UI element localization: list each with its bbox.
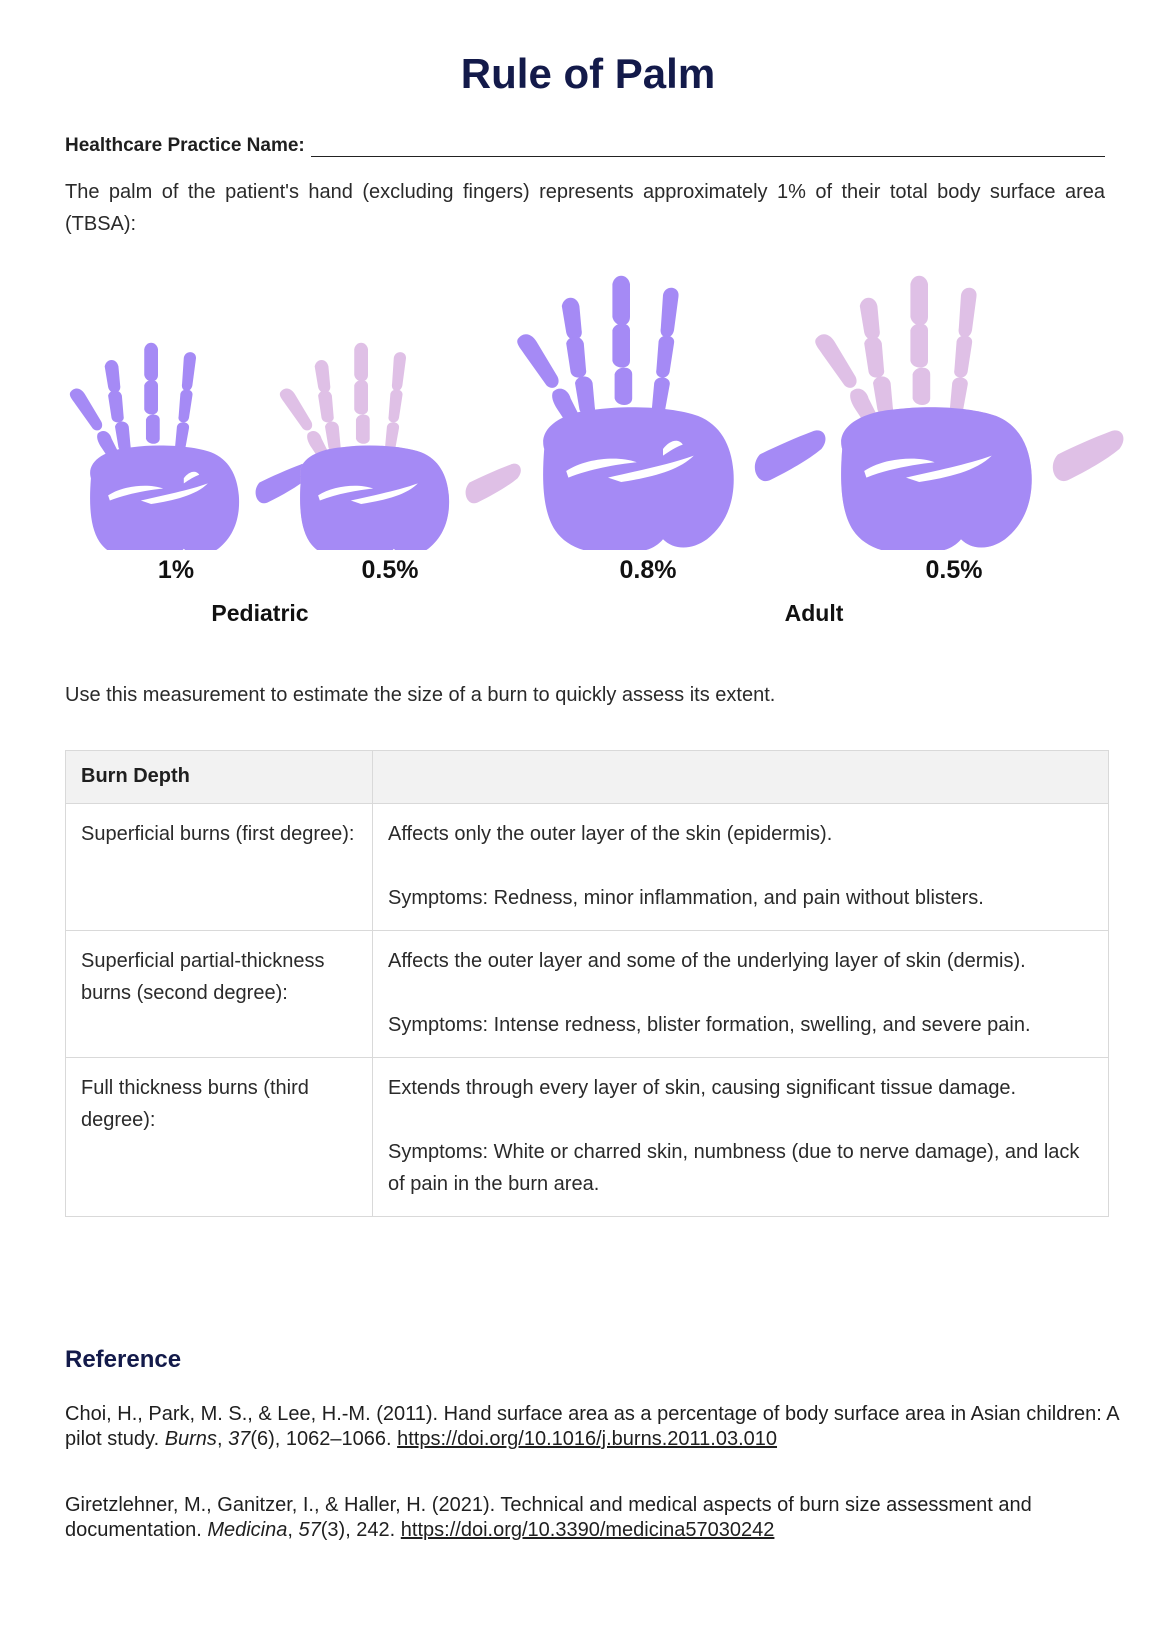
reference-doi-link[interactable]: https://doi.org/10.3390/medicina57030242 bbox=[400, 1519, 775, 1541]
reference-issue-pages: (3), 242. bbox=[320, 1519, 401, 1541]
hand-percent-label: 0.5% bbox=[361, 556, 419, 584]
reference-issue-pages: (6), 1062–1066. bbox=[250, 1428, 398, 1450]
reference-heading: Reference bbox=[65, 1346, 182, 1373]
reference-item bbox=[65, 1402, 1125, 1452]
reference-separator: , bbox=[287, 1519, 299, 1541]
reference-journal: Burns bbox=[164, 1428, 217, 1450]
hand-percent-label: 0.8% bbox=[619, 556, 677, 584]
burn-description-cell bbox=[373, 804, 1109, 931]
burn-symptoms-text: Symptoms: White or charred skin, numbness (due to nerve damage), and lack of pain in the burn area. bbox=[388, 1141, 1080, 1195]
burn-effect-text: Affects the outer layer and some of the underlying layer of skin (dermis). bbox=[388, 950, 1026, 972]
group-label-adult: Adult bbox=[784, 600, 844, 626]
hand-adult-1-icon bbox=[517, 276, 825, 550]
reference-journal: Medicina bbox=[207, 1519, 288, 1541]
table-row bbox=[66, 804, 1109, 931]
practice-name-field bbox=[65, 134, 1105, 157]
reference-separator: , bbox=[216, 1428, 229, 1450]
burn-description-cell bbox=[373, 1058, 1109, 1217]
burn-symptoms-text: Symptoms: Redness, minor inflammation, and pain without blisters. bbox=[388, 887, 984, 909]
burn-effect-text: Affects only the outer layer of the skin (epidermis). bbox=[388, 823, 833, 845]
burn-description-cell bbox=[373, 931, 1109, 1058]
reference-volume: 57 bbox=[298, 1519, 321, 1541]
burn-depth-table bbox=[65, 750, 1109, 1217]
burn-depth-cell: Superficial burns (first degree): bbox=[66, 804, 373, 931]
hand-pediatric-1-icon bbox=[70, 343, 311, 550]
burn-depth-cell: Full thickness burns (third degree): bbox=[66, 1058, 373, 1217]
reference-doi-link[interactable]: https://doi.org/10.1016/j.burns.2011.03.010 bbox=[397, 1428, 778, 1450]
hand-percent-label: 1% bbox=[157, 556, 195, 584]
table-header-row bbox=[66, 751, 1109, 804]
hand-illustrations bbox=[0, 260, 1176, 550]
burn-depth-cell: Superficial partial-thickness burns (second degree): bbox=[66, 931, 373, 1058]
burn-effect-text: Extends through every layer of skin, causing significant tissue damage. bbox=[388, 1077, 1017, 1099]
hand-pediatric-2-icon bbox=[280, 343, 521, 550]
reference-authors: Choi, H., Park, M. S., & Lee, H.-M. (2011). Hand surface area as a percentage of body surface area in Asian children: A pilot study. bbox=[65, 1403, 1119, 1450]
practice-name-blank-line[interactable] bbox=[311, 134, 1105, 157]
reference-authors: Giretzlehner, M., Ganitzer, I., & Haller, H. (2021). Technical and medical aspects of burn size assessment and documentation. bbox=[65, 1494, 1032, 1541]
table-header-description bbox=[373, 751, 1109, 804]
page-title: Rule of Palm bbox=[460, 50, 716, 97]
reference-volume: 37 bbox=[228, 1428, 251, 1450]
hand-percent-label: 0.5% bbox=[925, 556, 983, 584]
usage-note: Use this measurement to estimate the size of a burn to quickly assess its extent. bbox=[65, 684, 776, 706]
group-label-pediatric: Pediatric bbox=[211, 600, 309, 626]
table-header-depth: Burn Depth bbox=[66, 751, 373, 804]
burn-symptoms-text: Symptoms: Intense redness, blister formation, swelling, and severe pain. bbox=[388, 1014, 1031, 1036]
table-row bbox=[66, 931, 1109, 1058]
hand-adult-2-icon bbox=[815, 276, 1123, 550]
intro-paragraph: The palm of the patient's hand (excluding fingers) represents approximately 1% of their total body surface area (TBSA): bbox=[65, 181, 1105, 235]
practice-name-label: Healthcare Practice Name: bbox=[65, 135, 305, 156]
reference-item bbox=[65, 1493, 1125, 1543]
table-row bbox=[66, 1058, 1109, 1217]
